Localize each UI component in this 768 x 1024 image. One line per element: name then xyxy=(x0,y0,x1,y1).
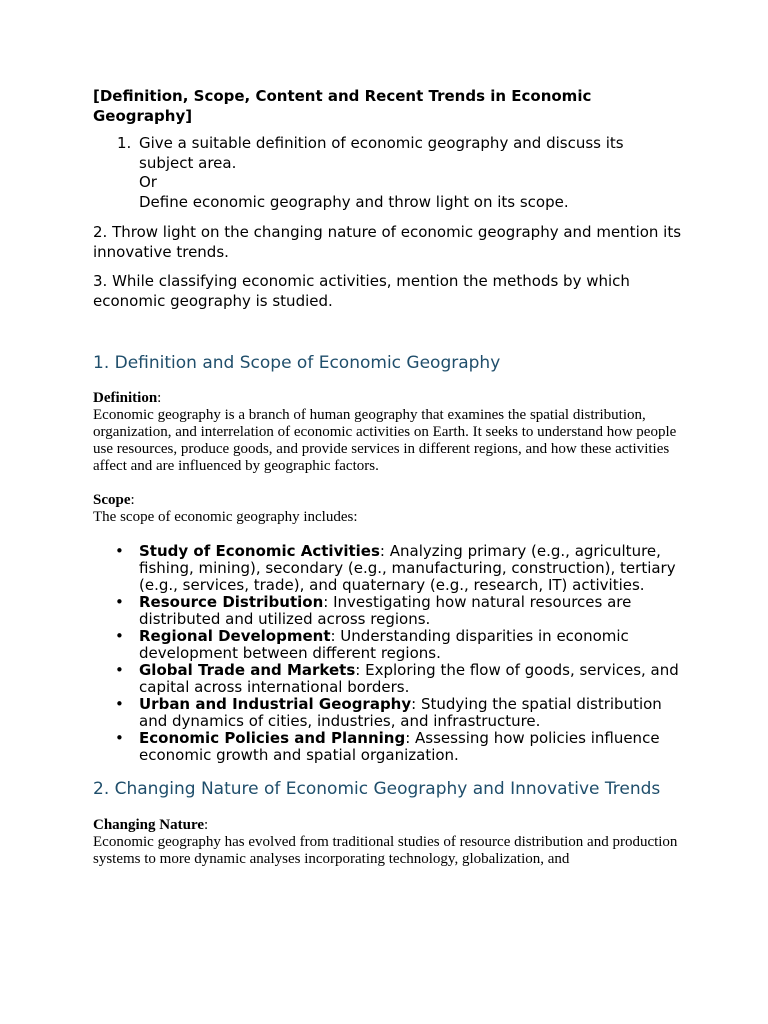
list-item xyxy=(93,543,683,594)
scope-label xyxy=(93,492,683,509)
question-2: 2. Throw light on the changing nature of economic geography and mention its innovative trends. xyxy=(93,222,682,261)
scope-bullet-list xyxy=(93,543,683,764)
scope-text: The scope of economic geography includes: xyxy=(93,509,358,526)
document-page xyxy=(93,86,683,868)
bullet-icon: • xyxy=(115,593,124,612)
definition-label xyxy=(93,390,683,407)
definition-text: Economic geography is a branch of human geography that examines the spatial distribution, organization, and interrelation of economic activities on Earth. It seeks to understand how people use resources, produce goods, and provide services in different regions, and how these activities affect and are influenced by geographic factors. xyxy=(93,407,677,475)
bullet-icon: • xyxy=(115,627,124,646)
question-1 xyxy=(93,134,683,213)
scope-label-text: Scope xyxy=(93,492,131,509)
question-1-alternative: Define economic geography and throw light on its scope. xyxy=(139,193,569,212)
question-3: 3. While classifying economic activities, mention the methods by which economic geography is studied. xyxy=(93,272,630,310)
bullet-desc: : Studying the spatial distribution and dynamics of cities, industries, and infrastructure. xyxy=(139,695,662,731)
bullet-term: Economic Policies and Planning xyxy=(139,729,406,748)
section-1-title: 1. Definition and Scope of Economic Geography xyxy=(93,352,501,373)
bullet-desc: : Analyzing primary (e.g., agriculture, fishing, mining), secondary (e.g., manufacturing, construction), tertiary (e.g., services, trade), and quaternary (e.g., research, IT) activities. xyxy=(139,542,676,595)
bullet-icon: • xyxy=(115,661,124,680)
definition-label-text: Definition xyxy=(93,390,158,407)
spacer xyxy=(93,375,683,390)
document-title: [Definition, Scope, Content and Recent Trends in Economic Geography] xyxy=(93,87,592,125)
bullet-icon: • xyxy=(115,542,124,561)
question-list xyxy=(93,134,683,213)
definition-label-colon: : xyxy=(157,390,162,407)
section-2-title: 2. Changing Nature of Economic Geography and Innovative Trends xyxy=(93,779,661,800)
list-item xyxy=(93,628,683,662)
bullet-icon: • xyxy=(115,695,124,714)
changing-nature-label xyxy=(93,817,683,834)
spacer xyxy=(93,764,683,778)
question-1-line-2: subject area. xyxy=(139,153,237,172)
bullet-desc: : Assessing how policies influence economic growth and spatial organization. xyxy=(139,729,660,765)
scope-label-colon: : xyxy=(130,492,135,509)
bullet-term: Regional Development xyxy=(139,627,331,646)
spacer xyxy=(93,526,683,543)
bullet-term: Study of Economic Activities xyxy=(139,542,380,561)
bullet-desc: : Understanding disparities in economic development between different regions. xyxy=(139,627,629,663)
spacer xyxy=(93,322,683,352)
bullet-icon: • xyxy=(115,729,124,748)
bullet-term: Resource Distribution xyxy=(139,593,324,612)
bullet-desc: : Investigating how natural resources are distributed and utilized across regions. xyxy=(139,593,632,629)
changing-nature-label-colon: : xyxy=(204,816,209,833)
spacer xyxy=(93,475,683,492)
list-item xyxy=(93,730,683,764)
bullet-desc: : Exploring the flow of goods, services, and capital across international borders. xyxy=(139,661,679,697)
question-1-or: Or xyxy=(139,173,157,192)
changing-nature-text: Economic geography has evolved from traditional studies of resource distribution and production systems to more dynamic analyses incorporating technology, globalization, and xyxy=(93,833,678,867)
question-1-number: 1. xyxy=(117,134,132,152)
changing-nature-label-text: Changing Nature xyxy=(93,816,204,833)
spacer xyxy=(93,802,683,817)
bullet-term: Global Trade and Markets xyxy=(139,661,356,680)
question-1-line-1: Give a suitable definition of economic geography and discuss its xyxy=(139,134,624,152)
bullet-term: Urban and Industrial Geography xyxy=(139,695,412,714)
list-item xyxy=(93,662,683,696)
list-item xyxy=(93,594,683,628)
list-item xyxy=(93,696,683,730)
